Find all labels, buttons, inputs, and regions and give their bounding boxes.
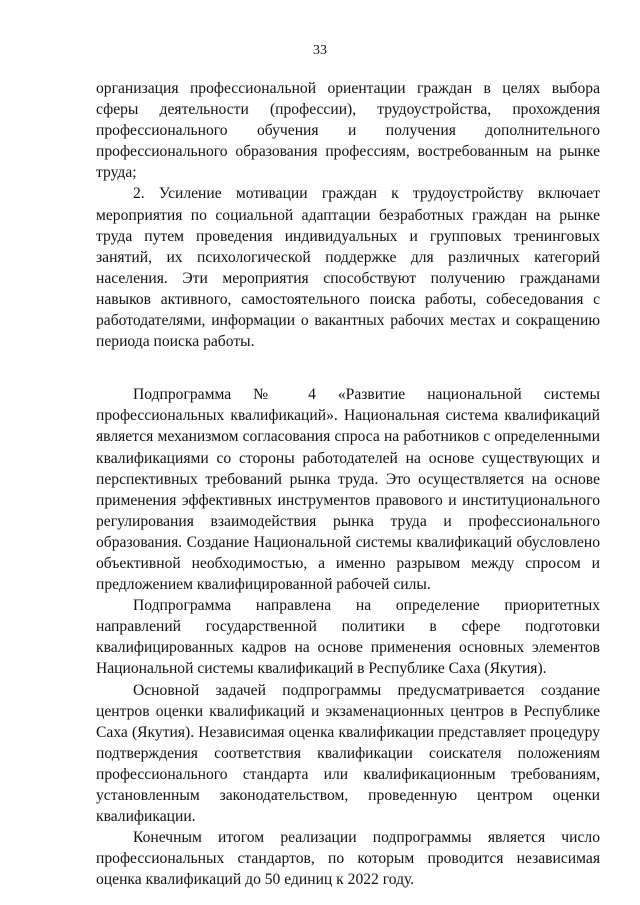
paragraph-subprogram-direction: Подпрограмма направлена на определение приоритетных направлений государственной политики в сфере подготовки квалифицированных кадров на основе применения основных элементов Национальной системы квалификаций в Республике Саха (Якутия). bbox=[96, 597, 600, 678]
paragraph-subprogram-4: Подпрограмма № 4 «Развитие национальной системы профессиональных квалификаций». Национальная система квалификаций является механизмом согласования спроса на работников с определенными квалификациями со стороны работодателей на основе существующих и перспективных требований рынка труда. Это осуществляется на основе применения эффективных инструментов правового и институционального регулирования взаимодействия рынка труда и профессионального образования. Создание Национальной системы квалификаций обусловлено объективной необходимостью, а именно разрывом между спросом и предложением квалифицированной рабочей силы. bbox=[96, 386, 600, 594]
page-number: 33 bbox=[313, 43, 327, 58]
paragraph-final-result: Конечным итогом реализации подпрограммы является число профессиональных стандартов, по которым проводится независимая оценка квалификаций до 50 единиц к 2022 году. bbox=[96, 829, 600, 889]
paragraph-motivation: 2. Усиление мотивации граждан к трудоустройству включает мероприятия по социальной адаптации безработных граждан на рынке труда путем проведения индивидуальных и групповых тренинговых занятий, их психологической поддержке для различных категорий населения. Эти мероприятия способствуют получению гражданами навыков активного, самостоятельного поиска работы, собеседования с работодателями, информации о вакантных рабочих местах и сокращению периода поиска работы. bbox=[96, 185, 600, 351]
paragraph-career-guidance: организация профессиональной ориентации граждан в целях выбора сферы деятельности (профессии), трудоустройства, прохождения профессионального обучения и получения дополнительного профессионального образования профессиям, востребованным на рынке труда; bbox=[96, 80, 600, 182]
document-body bbox=[96, 78, 600, 890]
section-gap bbox=[96, 352, 600, 384]
paragraph-main-task: Основной задачей подпрограммы предусматривается создание центров оценки квалификаций и экзаменационных центров в Республике Саха (Якутия). Независимая оценка квалификации представляет процедуру подтверждения соответствия квалификации соискателя положениям профессионального стандарта или квалификационным требованиям, установленным законодательством, проведенную центром оценки квалификации. bbox=[96, 681, 600, 826]
